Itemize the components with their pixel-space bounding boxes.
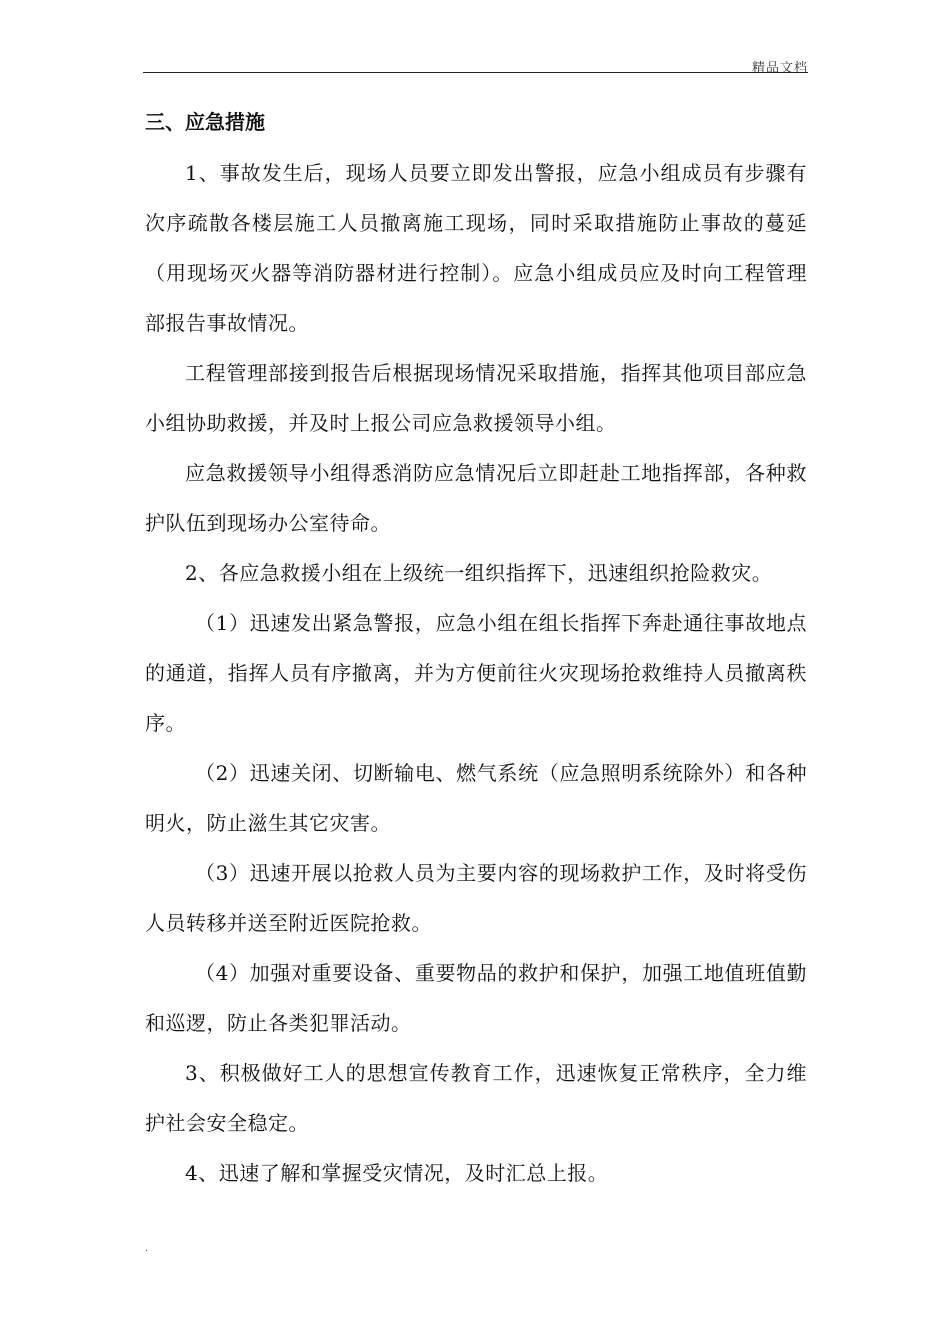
section-title: 三、应急措施 [145,110,265,134]
paragraph-7: （3）迅速开展以抢救人员为主要内容的现场救护工作，及时将受伤人员转移并送至附近医院抢救。 [145,861,807,935]
paragraph-9: 3、积极做好工人的思想宣传教育工作，迅速恢复正常秩序，全力维护社会安全稳定。 [145,1061,807,1135]
paragraph-2: 工程管理部接到报告后根据现场情况采取措施，指挥其他项目部应急小组协助救援，并及时上报公司应急救援领导小组。 [145,361,807,435]
paragraph-8: （4）加强对重要设备、重要物品的救护和保护，加强工地值班值勤和巡逻，防止各类犯罪活动。 [145,961,807,1035]
header-rule [143,72,808,73]
paragraph-4: 2、各应急救援小组在上级统一组织指挥下，迅速组织抢险救灾。 [185,561,773,585]
paragraph-1: 1、事故发生后，现场人员要立即发出警报，应急小组成员有步骤有次序疏散各楼层施工人员撤离施工现场，同时采取措施防止事故的蔓延（用现场灭火器等消防器材进行控制）。应急小组成员应及时向工程管理部报告事故情况。 [145,161,807,335]
paragraph-5: （1）迅速发出紧急警报，应急小组在组长指挥下奔赴通往事故地点的通道，指挥人员有序撤离，并为方便前往火灾现场抢救维持人员撤离秩序。 [145,611,807,735]
paragraph-6: （2）迅速关闭、切断输电、燃气系统（应急照明系统除外）和各种明火，防止滋生其它灾害。 [145,761,807,835]
paragraph-10: 4、迅速了解和掌握受灾情况，及时汇总上报。 [185,1161,609,1185]
paragraph-3: 应急救援领导小组得悉消防应急情况后立即赶赴工地指挥部，各种救护队伍到现场办公室待命。 [145,461,807,535]
document-body [145,102,807,1198]
footer-mark: . [145,1243,149,1254]
header-label: 精品文档 [751,61,808,76]
